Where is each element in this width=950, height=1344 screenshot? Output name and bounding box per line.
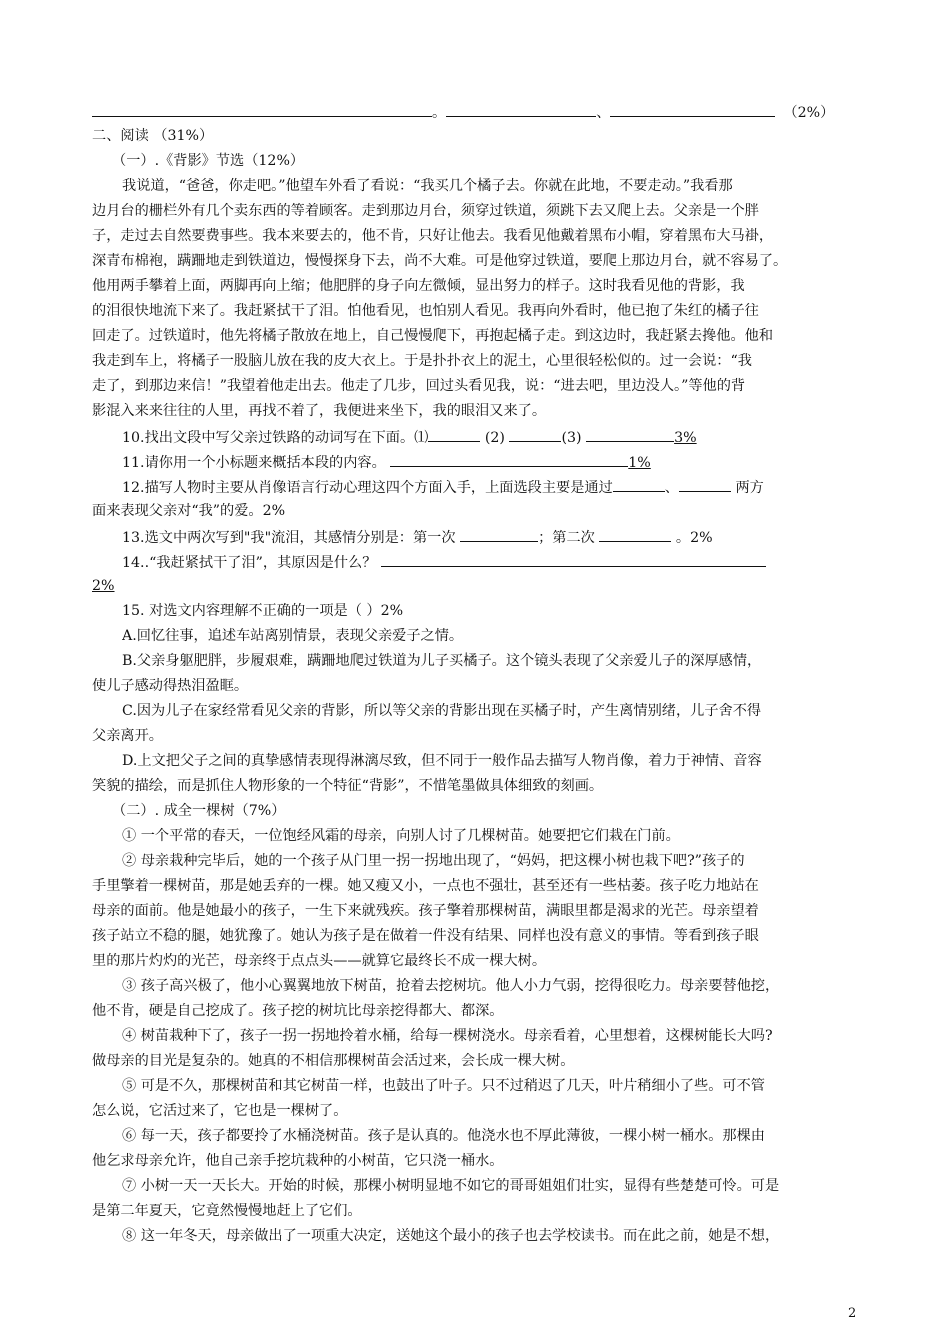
passage2-line: ⑦ 小树一天一天长大。开始的时候，那棵小树明显地不如它的哥哥姐姐们壮实，显得有些楚楚可怜。可是 (122, 1178, 780, 1194)
passage1-line: 我走到车上，将橘子一股脑儿放在我的皮大衣上。于是扑扑衣上的泥土，心里很轻松似的。过一会说：“我 (92, 353, 752, 369)
question-13 (122, 526, 862, 548)
question-12 (122, 476, 862, 498)
blank-line (610, 101, 775, 117)
passage2-line: 孩子站立不稳的腿，她犹豫了。她认为孩子是在做着一件没有结果、同样也没有意义的事情。等看到孩子眼 (92, 928, 759, 944)
answer-blank[interactable] (509, 426, 561, 442)
question-text: 。2% (675, 530, 713, 546)
passage2-line: 他不肯，硬是自己挖成了。孩子挖的树坑比母亲挖得都大、都深。 (92, 1003, 504, 1019)
comma-mark: 、 (664, 480, 679, 496)
passage2-line: 里的那片灼灼的光芒，母亲终于点点头——就算它最终长不成一棵大树。 (92, 953, 547, 969)
option-c: C.因为儿子在家经常看见父亲的背影，所以等父亲的背影出现在买橘子时，产生离情别绪，儿子舍不得 (122, 703, 762, 719)
passage2-line: ④ 树苗栽种下了，孩子一拐一拐地拎着水桶，给每一棵树浇水。母亲看着，心里想着，这棵树能长大吗? (122, 1028, 773, 1044)
answer-line-top (92, 101, 862, 123)
option-d-cont: 笑貌的描绘，而是抓住人物形象的一个特征“背影”，不惜笔墨做具体细致的刻画。 (92, 778, 604, 794)
passage2-line: 母亲的面前。他是她最小的孩子，一生下来就残疾。孩子擎着那棵树苗，满眼里都是渴求的光芒。母亲望着 (92, 903, 759, 919)
blank-number: (2) (484, 430, 505, 446)
passage2-line: 做母亲的目光是复杂的。她真的不相信那棵树苗会活过来，会长成一棵大树。 (92, 1053, 575, 1069)
section-title: 二、阅读 （31%） (92, 128, 214, 144)
question-text: 14..“我赶紧拭干了泪”，其原因是什么？ (122, 555, 377, 571)
question-text: 两方 (735, 480, 764, 496)
option-b: B.父亲身躯肥胖，步履艰难，蹒跚地爬过铁道为儿子买橘子。这个镜头表现了父亲爱儿子的深厚感情， (122, 653, 762, 669)
question-text: ；第二次 (538, 530, 595, 546)
answer-blank[interactable] (428, 426, 480, 442)
passage1-line: 子，走过去自然要费事些。我本来要去的，他不肯，只好让他去。我看见他戴着黑布小帽，穿着黑布大马褂， (92, 228, 774, 244)
question-text: 13.选文中两次写到"我"流泪，其感情分别是：第一次 (122, 530, 456, 546)
question-14 (122, 551, 862, 573)
passage1-line: 深青布棉袍，蹒跚地走到铁道边，慢慢探身下去，尚不大难。可是他穿过铁道，要爬上那边月台，就不容易了。 (92, 253, 788, 269)
option-a: A.回忆往事，追述车站离别情景，表现父亲爱子之情。 (122, 628, 464, 644)
passage2-line: 他乞求母亲允许，他自己亲手挖坑栽种的小树苗，它只浇一桶水。 (92, 1153, 504, 1169)
passage2-line: ⑧ 这一年冬天，母亲做出了一项重大决定，送她这个最小的孩子也去学校读书。而在此之前，她是不想， (122, 1228, 780, 1244)
answer-blank[interactable] (460, 526, 538, 542)
answer-blank[interactable] (679, 476, 731, 492)
score-label: （2%） (783, 105, 835, 121)
blank-line (92, 101, 432, 117)
part1-title: （一）.《背影》节选（12%） (112, 153, 305, 169)
passage1-line: 边月台的栅栏外有几个卖东西的等着顾客。走到那边月台，须穿过铁道，须跳下去又爬上去。父亲是一个胖 (92, 203, 759, 219)
passage2-line: ② 母亲栽种完毕后，她的一个孩子从门里一拐一拐地出现了，“妈妈，把这棵小树也栽下吧?”孩子的 (122, 853, 745, 869)
passage2-line: ⑤ 可是不久，那棵树苗和其它树苗一样，也鼓出了叶子。只不过稍迟了几天，叶片稍细小了些。可不管 (122, 1078, 765, 1094)
blank-line (446, 101, 596, 117)
page-number: 2 (848, 1306, 857, 1321)
passage2-line: 手里擎着一棵树苗，那是她丢弃的一棵。她又瘦又小，一点也不强壮，甚至还有一些枯萎。孩子吃力地站在 (92, 878, 759, 894)
passage2-line: 怎么说，它活过来了，它也是一棵树了。 (92, 1103, 348, 1119)
question-text: 10.找出文段中写父亲过铁路的动词写在下面。 (122, 430, 415, 446)
question-10 (122, 426, 862, 448)
passage2-line: ① 一个平常的春天，一位饱经风霜的母亲，向别人讨了几棵树苗。她要把它们栽在门前。 (122, 828, 680, 844)
blank-number: (3) (561, 430, 582, 446)
option-b-cont: 使儿子感动得热泪盈眶。 (92, 678, 249, 694)
question-15: 15. 对选文内容理解不正确的一项是（ ）2% (122, 603, 404, 619)
answer-blank[interactable] (613, 476, 665, 492)
passage1-line: 影混入来来往往的人里，再找不着了，我便进来坐下，我的眼泪又来了。 (92, 403, 547, 419)
passage1-line: 走了，到那边来信！”我望着他走出去。他走了几步，回过头看见我，说：“进去吧，里边没人。”等他的背 (92, 378, 746, 394)
comma-mark: 、 (596, 105, 611, 121)
question-text: 11.请你用一个小标题来概括本段的内容。 (122, 455, 386, 471)
passage2-line: ⑥ 每一天，孩子都要拎了水桶浇树苗。孩子是认真的。他浇水也不厚此薄彼，一棵小树一桶水。那棵由 (122, 1128, 765, 1144)
blank-number: ⑴ (414, 430, 429, 446)
passage1-line: 他用两手攀着上面，两脚再向上缩；他肥胖的身子向左微倾，显出努力的样子。这时我看见他的背影，我 (92, 278, 745, 294)
score-label: 1% (628, 455, 651, 471)
answer-blank[interactable] (381, 551, 766, 567)
option-c-cont: 父亲离开。 (92, 728, 163, 744)
passage1-line: 回走了。过铁道时，他先将橘子散放在地上，自己慢慢爬下，再抱起橘子走。到这边时，我赶紧去搀他。他和 (92, 328, 774, 344)
part2-title: （二）. 成全一棵树（7%） (112, 803, 286, 819)
answer-blank[interactable] (599, 526, 671, 542)
question-12-cont: 面来表现父亲对“我”的爱。2% (92, 503, 286, 519)
passage1-line: 我说道，“爸爸，你走吧。”他望车外看了看说：“我买几个橘子去。你就在此地，不要走动。”我看那 (122, 178, 733, 194)
answer-blank[interactable] (390, 451, 628, 467)
score-label: 3% (674, 430, 697, 446)
passage2-line: ③ 孩子高兴极了，他小心翼翼地放下树苗，抢着去挖树坑。他人小力气弱，挖得很吃力。母亲要替他挖， (122, 978, 780, 994)
question-text: 12.描写人物时主要从肖像语言行动心理这四个方面入手，上面选段主要是通过 (122, 480, 613, 496)
question-11 (122, 451, 862, 473)
passage2-line: 是第二年夏天，它竟然慢慢地赶上了它们。 (92, 1203, 362, 1219)
question-14-score (92, 576, 862, 596)
option-d: D.上文把父子之间的真挚感情表现得淋漓尽致，但不同于一般作品去描写人物肖像，着力于神情、音容 (122, 753, 762, 769)
answer-blank[interactable] (586, 426, 674, 442)
score-label: 2% (92, 578, 115, 594)
passage1-line: 的泪很快地流下来了。我赶紧拭干了泪。怕他看见，也怕别人看见。我再向外看时，他已抱了朱红的橘子往 (92, 303, 759, 319)
period-mark: 。 (432, 105, 447, 121)
